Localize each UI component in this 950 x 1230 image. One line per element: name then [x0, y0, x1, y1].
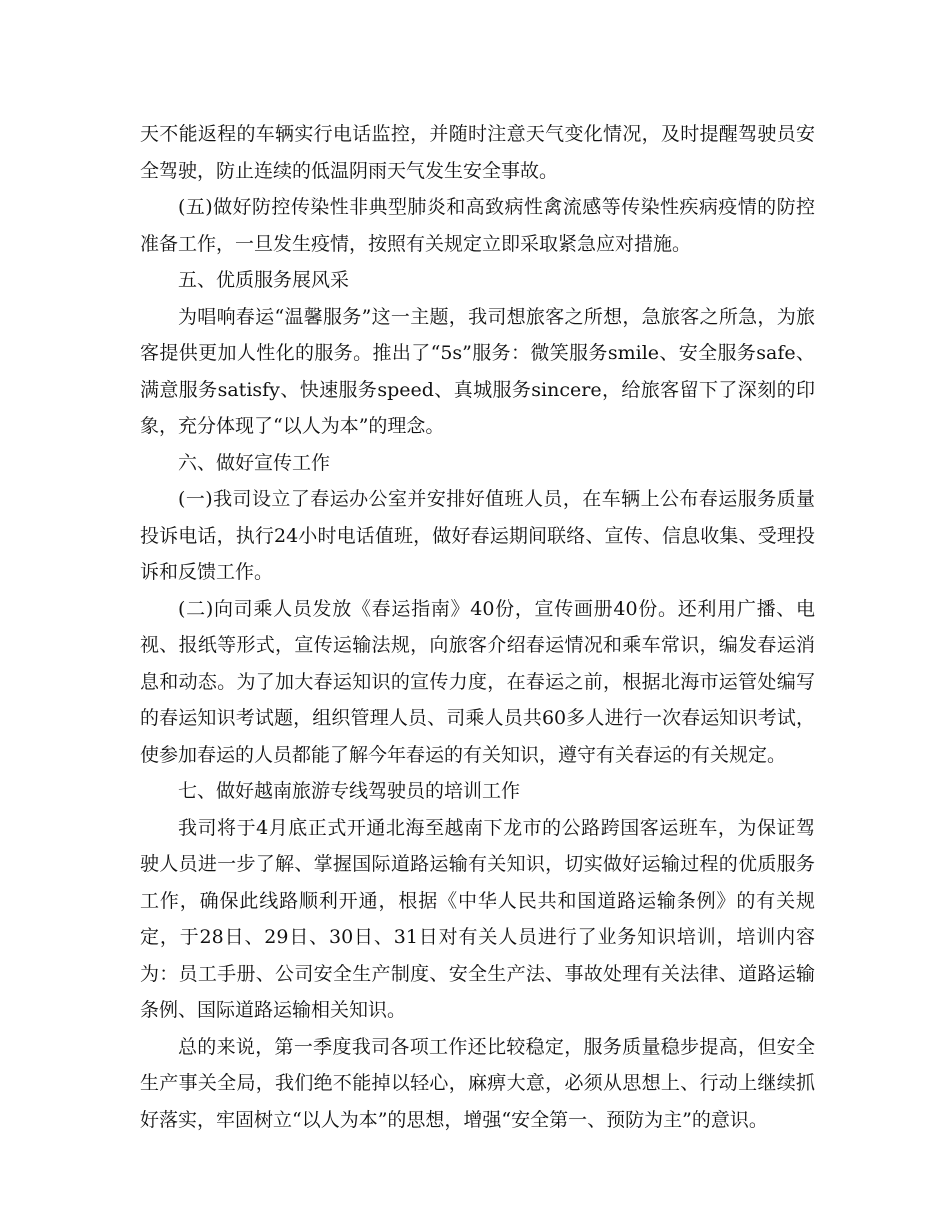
- paragraph-continuation: 天不能返程的车辆实行电话监控，并随时注意天气变化情况，及时提醒驾驶员安全驾驶，防止连续的低温阴雨天气发生安全事故。: [140, 123, 815, 182]
- section-heading-training: 七、做好越南旅游专线驾驶员的培训工作: [178, 780, 521, 802]
- document-body: [140, 116, 815, 1138]
- paragraph-office-setup: (一)我司设立了春运办公室并安排好值班人员，在车辆上公布春运服务质量投诉电话，执行24小时电话值班，做好春运期间联络、宣传、信息收集、受理投诉和反馈工作。: [140, 488, 815, 583]
- paragraph-5s-service: 为唱响春运“温馨服务”这一主题，我司想旅客之所想，急旅客之所急，为旅客提供更加人性化的服务。推出了“5s”服务：微笑服务smile、安全服务safe、满意服务satisfy、快速服务speed、真城服务sincere，给旅客留下了深刻的印象，充分体现了“以人为本”的理念。: [140, 305, 815, 437]
- paragraph-vietnam-route: 我司将于4月底正式开通北海至越南下龙市的公路跨国客运班车，为保证驾驶人员进一步了解、掌握国际道路运输有关知识，切实做好运输过程的优质服务工作，确保此线路顺利开通，根据《中华人民共和国道路运输条例》的有关规定，于28日、29日、30日、31日对有关人员进行了业务知识培训，培训内容为：员工手册、公司安全生产制度、安全生产法、事故处理有关法律、道路运输条例、国际道路运输相关知识。: [140, 816, 815, 1021]
- section-heading-service: 五、优质服务展风采: [178, 269, 350, 291]
- paragraph-summary: 总的来说，第一季度我司各项工作还比较稳定，服务质量稳步提高，但安全生产事关全局，我们绝不能掉以轻心，麻痹大意，必须从思想上、行动上继续抓好落实，牢固树立“以人为本”的思想，增强“安全第一、预防为主”的意识。: [140, 1035, 815, 1131]
- paragraph-guide-distribution: (二)向司乘人员发放《春运指南》40份，宣传画册40份。还利用广播、电视、报纸等形式，宣传运输法规，向旅客介绍春运情况和乘车常识，编发春运消息和动态。为了加大春运知识的宣传力度，在春运之前，根据北海市运管处编写的春运知识考试题，组织管理人员、司乘人员共60多人进行一次春运知识考试，使参加春运的人员都能了解今年春运的有关知识，遵守有关春运的有关规定。: [140, 597, 815, 766]
- paragraph-epidemic-prevention: (五)做好防控传染性非典型肺炎和高致病性禽流感等传染性疾病疫情的防控准备工作，一旦发生疫情，按照有关规定立即采取紧急应对措施。: [140, 196, 815, 255]
- section-heading-publicity: 六、做好宣传工作: [178, 451, 331, 474]
